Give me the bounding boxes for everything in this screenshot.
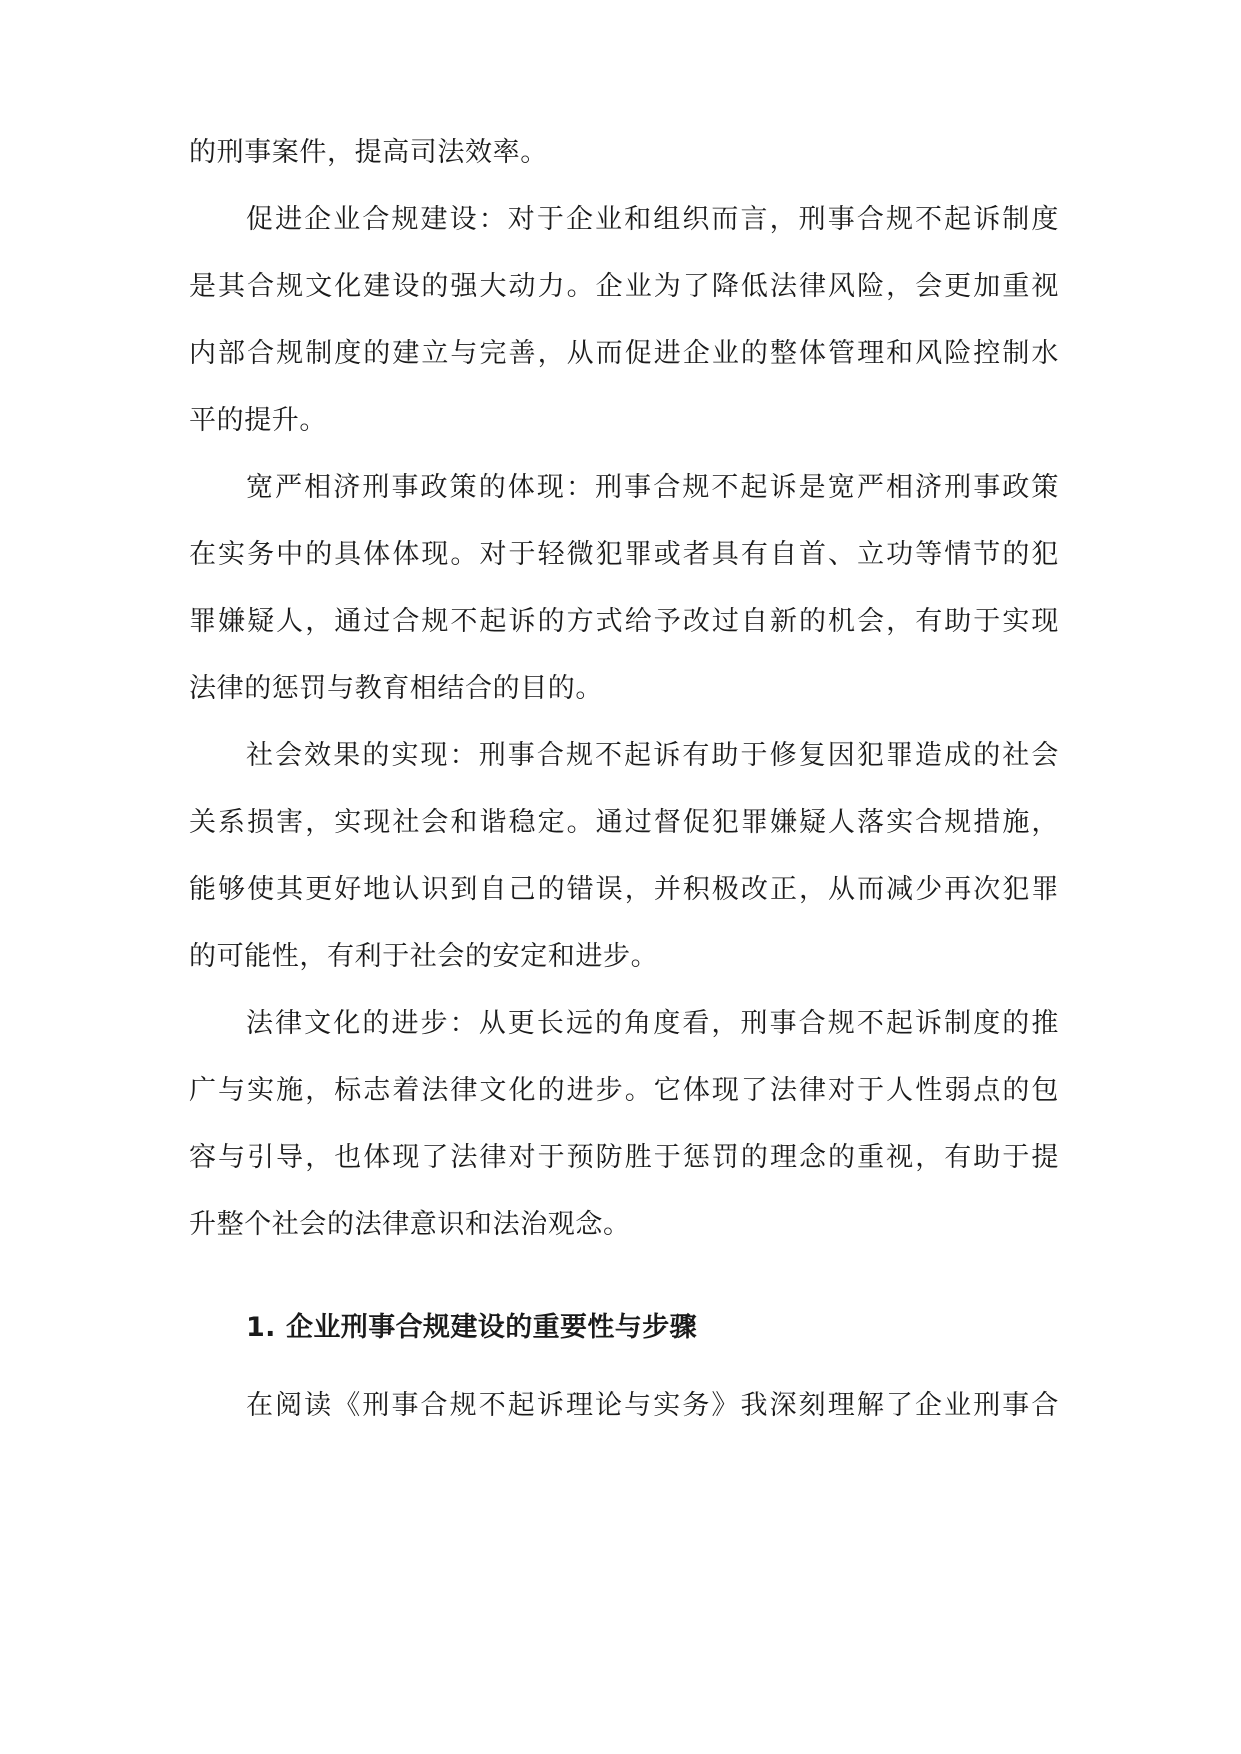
paragraph-start-line: 促进企业合规建设：对于企业和组织而言，刑事合规不起诉制度 <box>246 204 1059 235</box>
text-line: 广与实施，标志着法律文化的进步。它体现了法律对于人性弱点的包 <box>189 1075 1059 1106</box>
text-line: 容与引导，也体现了法律对于预防胜于惩罚的理念的重视，有助于提 <box>189 1142 1059 1173</box>
text-line: 在实务中的具体体现。对于轻微犯罪或者具有自首、立功等情节的犯 <box>189 539 1059 570</box>
text-line: 升整个社会的法律意识和法治观念。 <box>189 1209 631 1240</box>
paragraph-start-line: 社会效果的实现：刑事合规不起诉有助于修复因犯罪造成的社会 <box>246 740 1059 771</box>
text-line: 罪嫌疑人，通过合规不起诉的方式给予改过自新的机会，有助于实现 <box>189 606 1059 637</box>
text-line: 能够使其更好地认识到自己的错误，并积极改正，从而减少再次犯罪 <box>189 874 1059 905</box>
section-heading <box>246 1308 1059 1348</box>
text-line: 法律的惩罚与教育相结合的目的。 <box>189 673 603 704</box>
section-title: 企业刑事合规建设的重要性与步骤 <box>286 1312 697 1343</box>
text-line: 是其合规文化建设的强大动力。企业为了降低法律风险，会更加重视 <box>189 271 1059 302</box>
text-line: 内部合规制度的建立与完善，从而促进企业的整体管理和风险控制水 <box>189 338 1059 369</box>
paragraph-start-line: 法律文化的进步：从更长远的角度看，刑事合规不起诉制度的推 <box>246 1008 1059 1039</box>
text-line: 的刑事案件，提高司法效率。 <box>189 137 548 168</box>
paragraph-start-line: 宽严相济刑事政策的体现：刑事合规不起诉是宽严相济刑事政策 <box>246 472 1059 503</box>
text-line: 的可能性，有利于社会的安定和进步。 <box>189 941 659 972</box>
paragraph-start-line: 在阅读《刑事合规不起诉理论与实务》我深刻理解了企业刑事合 <box>246 1390 1059 1421</box>
text-line: 平的提升。 <box>189 405 327 436</box>
section-number: 1. <box>246 1312 276 1343</box>
text-line: 关系损害，实现社会和谐稳定。通过督促犯罪嫌疑人落实合规措施， <box>189 807 1059 838</box>
